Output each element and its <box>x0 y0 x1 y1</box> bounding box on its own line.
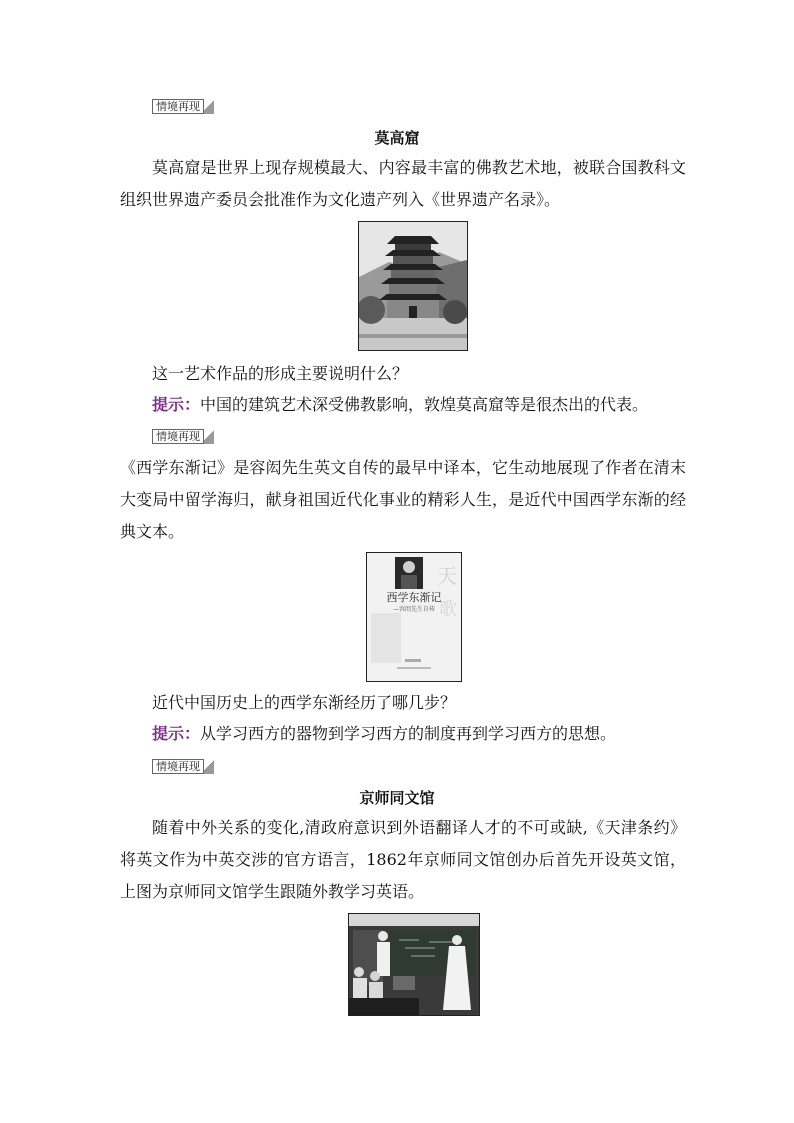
section-title-mogao: 莫高窟 <box>374 129 420 147</box>
scenario-tag-2 <box>152 429 214 444</box>
book-cover-image <box>366 552 462 682</box>
scenario-tag-label: 情境再现 <box>152 99 204 114</box>
hint-label: 提示： <box>152 395 201 414</box>
book-cover-art <box>367 553 461 681</box>
tag-corner-decoration <box>204 429 214 444</box>
classroom-illustration <box>349 914 479 1015</box>
scenario-tag-label: 情境再现 <box>152 759 204 774</box>
question-2: 近代中国历史上的西学东渐经历了哪几步？ <box>152 693 457 712</box>
paragraph-mogao: 莫高窟是世界上现存规模最大、内容最丰富的佛教艺术地，被联合国教科文组织世界遗产委员会批准作为文化遗产列入《世界遗产名录》。 <box>120 158 686 209</box>
hint-text: 从学习西方的器物到学习西方的制度再到学习西方的思想。 <box>200 724 617 743</box>
svg-text:天: 天 <box>437 564 457 588</box>
hint-2 <box>152 722 692 746</box>
classroom-photo <box>348 913 480 1016</box>
tag-corner-decoration <box>204 99 214 114</box>
svg-text:歌: 歌 <box>439 599 457 620</box>
paragraph-tongwenguan: 随着中外关系的变化,清政府意识到外语翻译人才的不可或缺,《天津条约》将英文作为中英交涉的官方语言，1862年京师同文馆创办后首先开设英文馆，上图为京师同文馆学生跟随外教学习英语。 <box>120 818 686 901</box>
hint-label: 提示： <box>152 724 201 743</box>
scenario-tag-3 <box>152 759 214 774</box>
hint-text: 中国的建筑艺术深受佛教影响，敦煌莫高窟等是很杰出的代表。 <box>200 395 649 414</box>
mogao-caves-photo <box>358 221 468 351</box>
hint-1 <box>152 393 692 417</box>
book-cover-title: 西学东渐记 <box>386 591 442 604</box>
question-1: 这一艺术作品的形成主要说明什么？ <box>152 364 409 383</box>
book-cover-subtitle: —容闳先生自传 <box>392 606 435 613</box>
scenario-tag-label: 情境再现 <box>152 429 204 444</box>
mogao-pagoda-illustration <box>359 222 467 350</box>
tag-corner-decoration <box>204 759 214 774</box>
paragraph-xixue: 《西学东渐记》是容闳先生英文自传的最早中译本，它生动地展现了作者在清末大变局中留学海归，献身祖国近代化事业的精彩人生，是近代中国西学东渐的经典文本。 <box>120 458 686 541</box>
section-title-tongwenguan: 京师同文馆 <box>359 789 435 807</box>
scenario-tag-1 <box>152 99 214 114</box>
